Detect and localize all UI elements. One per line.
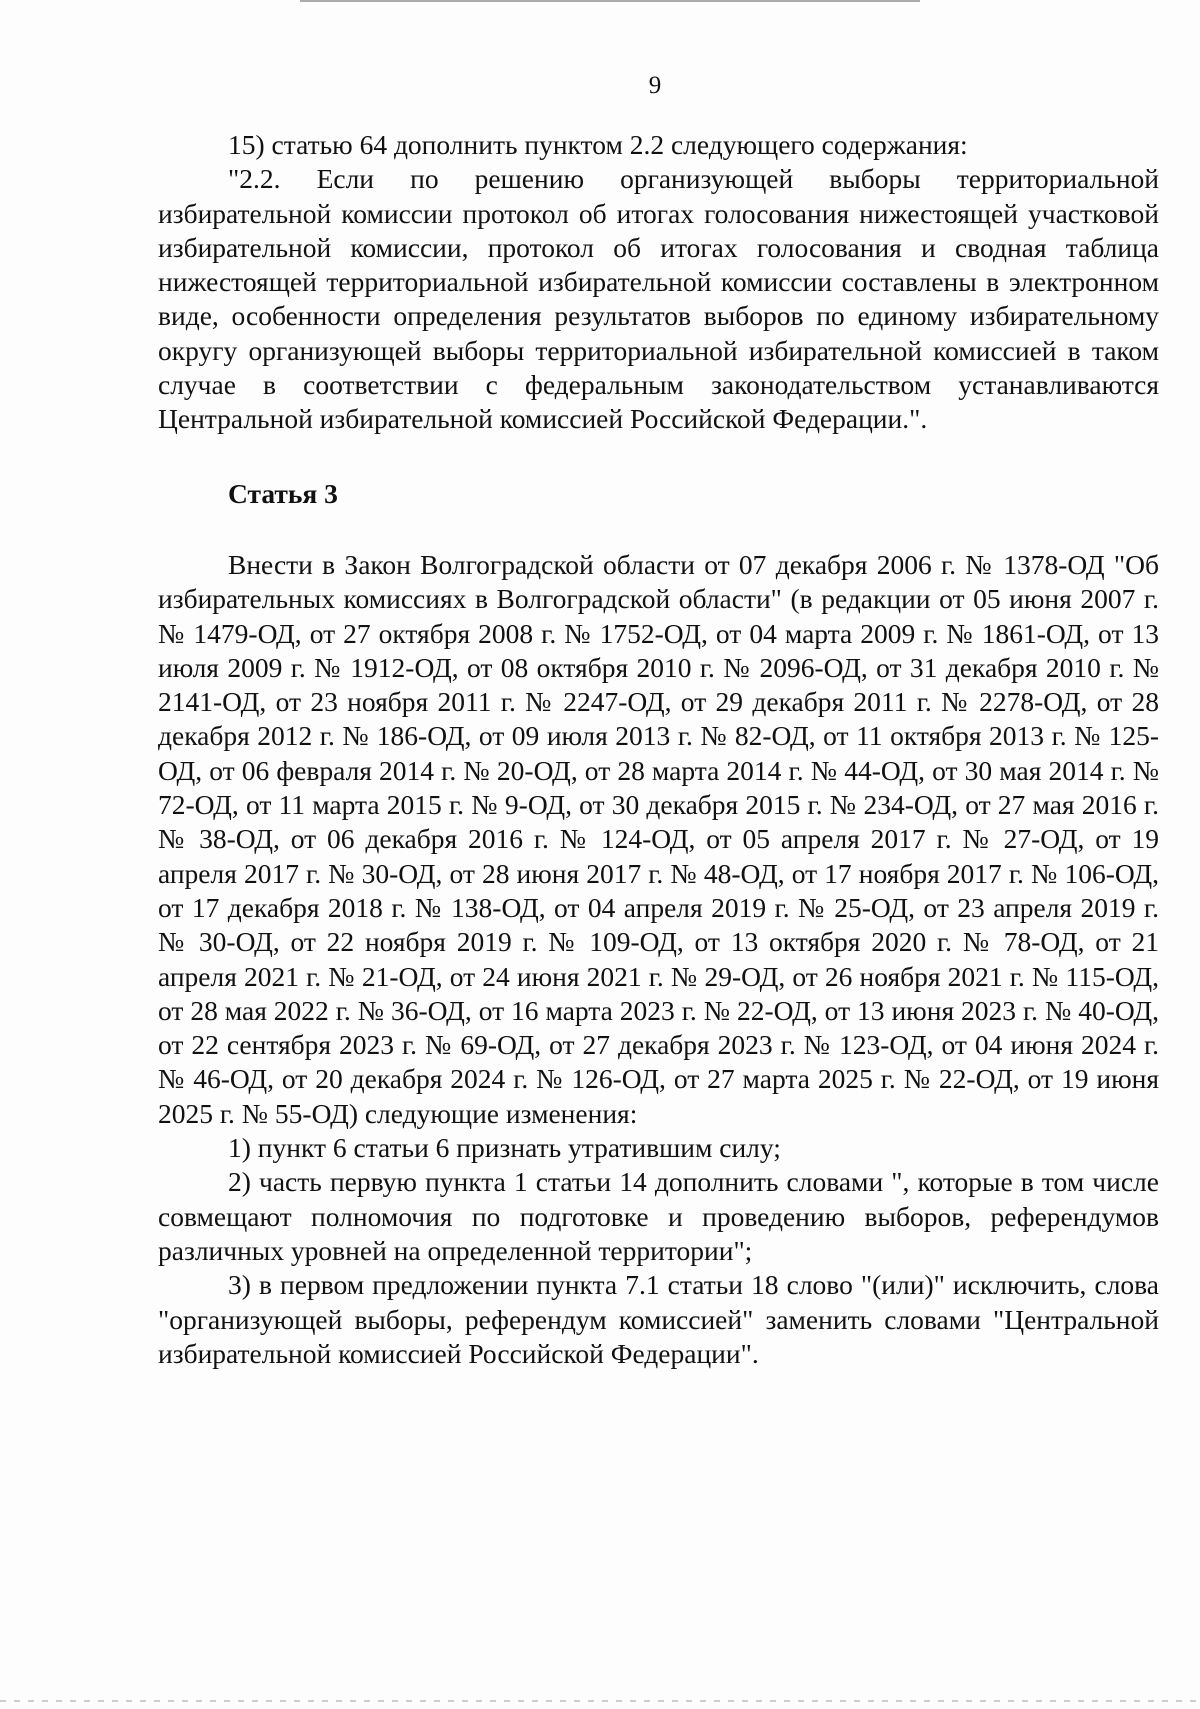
amendment-item-2: 2) часть первую пункта 1 статьи 14 дополнить словами ", которые в том числе совмещают полномочия по подготовке и проведению выборов, референдумов различных уровней на определенной территории";: [158, 1166, 1159, 1266]
scan-edge-bottom: [0, 1700, 1200, 1702]
item-15-paragraph: 15) статью 64 дополнить пунктом 2.2 следующего содержания:: [228, 129, 968, 160]
item-2-2-paragraph: "2.2. Если по решению организующей выборы территориальной избирательной комиссии протокол об итогах голосования нижестоящей участковой избирательной комиссии, протокол об итогах голосования и сводная таблица нижестоящей территориальной избирательной комиссии составлены в электронном виде, особенности определения результатов выборов по единому избирательному округу организующей выборы территориальной избирательной комиссией в таком случае в соответствии с федеральным законодательством устанавливаются Центральной избирательной комиссией Российской Федерации.".: [158, 163, 1159, 435]
article-intro-paragraph: Внести в Закон Волгоградской области от 07 декабря 2006 г. № 1378-ОД "Об избирательных комиссиях в Волгоградской области" (в редакции от 05 июня 2007 г. № 1479-ОД, от 27 октября 2008 г. № 1752-ОД, от 04 марта 2009 г. № 1861-ОД, от 13 июля 2009 г. № 1912-ОД, от 08 октября 2010 г. № 2096-ОД, от 31 декабря 2010 г. № 2141-ОД, от 23 ноября 2011 г. № 2247-ОД, от 29 декабря 2011 г. № 2278-ОД, от 28 декабря 2012 г. № 186-ОД, от 09 июля 2013 г. № 82-ОД, от 11 октября 2013 г. № 125-ОД, от 06 февраля 2014 г. № 20-ОД, от 28 марта 2014 г. № 44-ОД, от 30 мая 2014 г. № 72-ОД, от 11 марта 2015 г. № 9-ОД, от 30 декабря 2015 г. № 234-ОД, от 27 мая 2016 г. № 38-ОД, от 06 декабря 2016 г. № 124-ОД, от 05 апреля 2017 г. № 27-ОД, от 19 апреля 2017 г. № 30-ОД, от 28 июня 2017 г. № 48-ОД, от 17 ноября 2017 г. № 106-ОД, от 17 декабря 2018 г. № 138-ОД, от 04 апреля 2019 г. № 25-ОД, от 23 апреля 2019 г. № 30-ОД, от 22 ноября 2019 г. № 109-ОД, от 13 октября 2020 г. № 78-ОД, от 21 апреля 2021 г. № 21-ОД, от 24 июня 2021 г. № 29-ОД, от 26 ноября 2021 г. № 115-ОД, от 28 мая 2022 г. № 36-ОД, от 16 марта 2023 г. № 22-ОД, от 13 июня 2023 г. № 40-ОД, от 22 сентября 2023 г. № 69-ОД, от 27 декабря 2023 г. № 123-ОД, от 04 июня 2024 г. № 46-ОД, от 20 декабря 2024 г. № 126-ОД, от 27 марта 2025 г. № 22-ОД, от 19 июня 2025 г. № 55-ОД) следующие изменения:: [158, 548, 1159, 1129]
page-number: 9: [648, 72, 662, 99]
article-heading: Статья 3: [228, 477, 338, 509]
amendment-item-1: 1) пункт 6 статьи 6 признать утратившим силу;: [228, 1132, 781, 1164]
scan-edge-top: [300, 0, 920, 2]
document-body: [158, 128, 1159, 1371]
amendment-item-3: 3) в первом предложении пункта 7.1 статьи 18 слово "(или)" исключить, слова "организующей выборы, референдум комиссией" заменить словами "Центральной избирательной комиссией Российской Федерации".: [158, 1269, 1159, 1369]
